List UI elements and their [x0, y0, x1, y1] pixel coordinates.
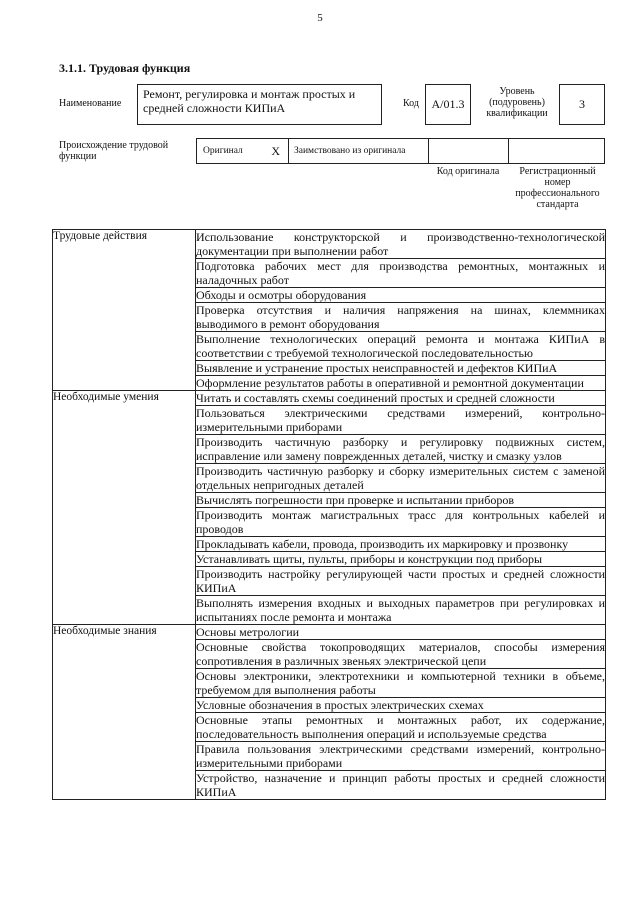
- section-item: Производить монтаж магистральных трасс для контрольных кабелей и проводов: [196, 508, 605, 536]
- borrowed-cell: [289, 139, 429, 163]
- function-code-box: А/01.3: [425, 84, 471, 125]
- origin-label: Происхождение трудовой функции: [59, 140, 169, 162]
- original-label: Оригинал: [203, 146, 243, 156]
- table-row: [53, 625, 606, 640]
- section-item: Производить настройку регулирующей части простых и средней сложности КИПиА: [196, 567, 605, 595]
- section-item: Выполнять измерения входных и выходных параметров при регулировках и испытаниях после ремонта и монтажа: [196, 596, 605, 624]
- section-item: Выполнение технологических операций ремонта и монтажа КИПиА в соответствии с требуемой технологической последовательностью: [196, 332, 605, 360]
- section-category: Трудовые действия: [53, 230, 196, 391]
- code-original-caption: Код оригинала: [436, 166, 500, 177]
- section-item: Производить частичную разборку и сборку измерительных систем с заменой отдельных непригодных деталей: [196, 464, 605, 492]
- section-item: Использование конструкторской и производственно-технологической документации при выполнении работ: [196, 230, 605, 258]
- borrowed-label: Заимствовано из оригинала: [294, 146, 406, 156]
- table-row: [53, 391, 606, 406]
- section-item: Вычислять погрешности при проверке и испытании приборов: [196, 493, 606, 508]
- table-row: [53, 230, 606, 259]
- section-item: Выявление и устранение простых неисправностей и дефектов КИПиА: [196, 361, 606, 376]
- section-item: Основные свойства токопроводящих материалов, способы измерения сопротивления в различных звеньях электрической цепи: [196, 640, 605, 668]
- section-item: Условные обозначения в простых электрических схемах: [196, 698, 606, 713]
- origin-table: [196, 138, 605, 164]
- code-original-cell: [429, 139, 509, 163]
- function-name-box: Ремонт, регулировка и монтаж простых и средней сложности КИПиА: [137, 84, 382, 125]
- section-item: Производить частичную разборку и регулировку подвижных систем, исправление или замену поврежденных деталей, чистку и смазку узлов: [196, 435, 605, 463]
- reg-number-caption: Регистрационный номер профессионального стандарта: [515, 166, 600, 210]
- section-item: Основы метрологии: [196, 625, 606, 640]
- section-item: Основные этапы ремонтных и монтажных работ, их содержание, последовательность выполнения операций и используемые средства: [196, 713, 605, 741]
- original-cell: [197, 139, 289, 163]
- reg-number-cell: [509, 139, 604, 163]
- section-item: Прокладывать кабели, провода, производить их маркировку и прозвонку: [196, 537, 606, 552]
- section-category: Необходимые знания: [53, 625, 196, 800]
- section-item: Оформление результатов работы в оперативной и ремонтной документации: [196, 376, 606, 391]
- page-number: 5: [317, 12, 323, 24]
- code-label: Код: [403, 98, 419, 109]
- qualification-level-box: 3: [559, 84, 605, 125]
- section-item: Основы электроники, электротехники и компьютерной техники в объеме, требуемом для выполнения работы: [196, 669, 605, 697]
- section-item: Правила пользования электрическими средствами измерений, контрольно-измерительными приборами: [196, 742, 605, 770]
- section-item: Устройство, назначение и принцип работы простых и средней сложности КИПиА: [196, 771, 605, 799]
- function-table: [52, 229, 606, 800]
- section-item: Устанавливать щиты, пульты, приборы и конструкции под приборы: [196, 552, 606, 567]
- level-label: Уровень (подуровень) квалификации: [486, 86, 548, 119]
- section-category: Необходимые умения: [53, 391, 196, 625]
- original-mark: X: [271, 143, 280, 158]
- section-item: Подготовка рабочих мест для производства ремонтных, монтажных и наладочных работ: [196, 259, 605, 287]
- section-item: Читать и составлять схемы соединений простых и средней сложности: [196, 391, 606, 406]
- section-item: Пользоваться электрическими средствами измерений, контрольно-измерительными приборами: [196, 406, 605, 434]
- name-label: Наименование: [59, 98, 122, 109]
- section-title: 3.1.1. Трудовая функция: [59, 61, 191, 75]
- section-item: Обходы и осмотры оборудования: [196, 288, 606, 303]
- section-item: Проверка отсутствия и наличия напряжения на шинах, клеммниках выводимого в ремонт оборудования: [196, 303, 605, 331]
